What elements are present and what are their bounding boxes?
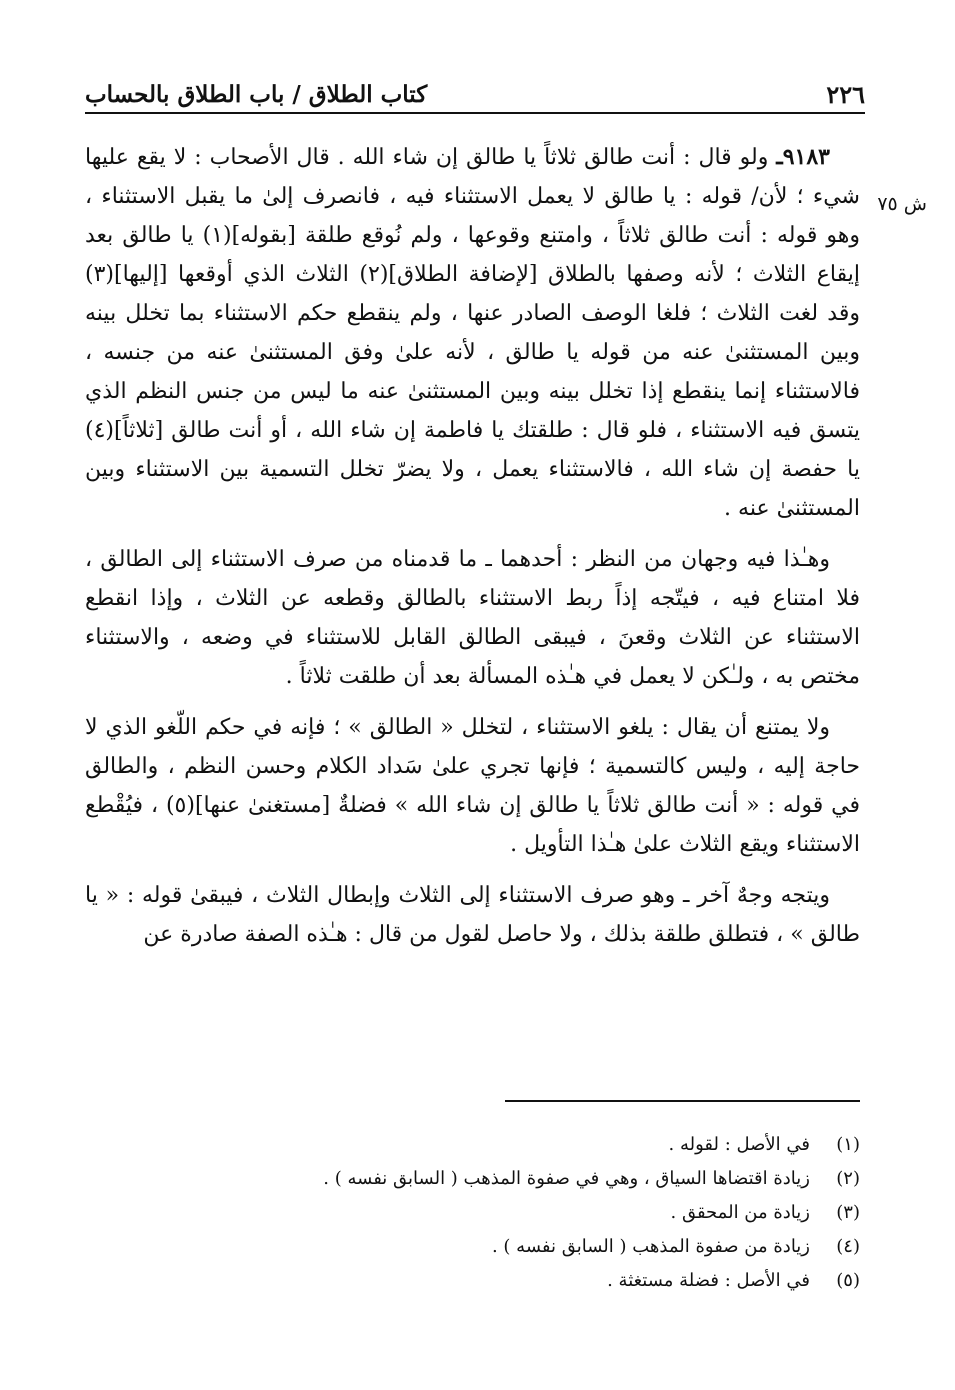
footnote-1 (85, 1128, 860, 1162)
footnote-number: (٣) (836, 1202, 860, 1223)
paragraph-1-text: ولو قال : أنت طالق ثلاثاً يا طالق إن شاء الله . قال الأصحاب : لا يقع عليها شيء ؛ لأن/ قوله : يا طالق لا يعمل الاستثناء فيه ، فانصرف إلىٰ ما يقبل الاستثناء ، وهو قوله : أنت طالق ثلاثاً ، وامتنع وقوعها ، ولم نُوقع طلقة [بقوله](١) يا طالق بعد إيقاع الثلاث ؛ لأنه وصفها بالطلاق [لإضافة الطلاق](٢) الثلاث الذي أوقعها [إليها](٣) وقد لغت الثلاث ؛ فلغا الوصف الصادر عنها ، ولم ينقطع حكم الاستثناء بما تخلل بينه وبين المستثنىٰ عنه من قوله يا طالق ، لأنه علىٰ وفق المستثنىٰ عنه من جنسه ، فالاستثناء إنما ينقطع إذا تخلل بينه وبين المستثنىٰ عنه ما ليس من جنس النظم الذي يتسق فيه الاستثناء ، فلو قال : طلقتك يا فاطمة إن شاء الله ، أو أنت طالق [ثلاثاً](٤) يا حفصة إن شاء الله ، فالاستثناء يعمل ، ولا يضرّ تخلل التسمية بين الاستثناء وبين المستثنىٰ عنه . (85, 145, 861, 521)
header-title: كتاب الطلاق / باب الطلاق بالحساب (85, 81, 428, 108)
footnote-text: في الأصل : فضلة مستغثة . (607, 1270, 810, 1291)
main-text (85, 138, 860, 966)
running-header (85, 72, 865, 114)
footnote-number: (٢) (836, 1168, 860, 1189)
footnote-5 (85, 1264, 860, 1298)
paragraph-3: ولا يمتنع أن يقال : يلغو الاستثناء ، لتخلل « الطالق » ؛ فإنه في حكم اللّغو الذي لا حاجة إليه ، وليس كالتسمية ؛ فإنها تجري علىٰ سَداد الكلام وحسن النظم ، والطالق في قوله : « أنت طالق ثلاثاً يا طالق إن شاء الله » فضلةٌ [مستغنىٰ عنها](٥) ، فيُقْطع الاستثناء ويقع الثلاث علىٰ هـٰذا التأويل . (85, 715, 860, 857)
issue-number: ٩١٨٣ـ (776, 144, 830, 170)
paragraph-1 (85, 138, 860, 528)
footnote-number: (١) (836, 1134, 860, 1155)
page-number: ٢٢٦ (826, 80, 865, 109)
footnote-text: زيادة من المحقق . (670, 1202, 810, 1223)
footnote-number: (٤) (836, 1236, 860, 1257)
margin-note: ش ٧٥ (877, 193, 927, 215)
footnote-separator (505, 1100, 860, 1102)
footnote-text: زيادة من صفوة المذهب ( السابق نفسه ) . (491, 1236, 810, 1257)
footnote-4 (85, 1230, 860, 1264)
footnote-2 (85, 1162, 860, 1196)
footnote-text: زيادة اقتضاها السياق ، وهي في صفوة المذهب ( السابق نفسه ) . (323, 1168, 810, 1189)
footnote-number: (٥) (836, 1270, 860, 1291)
paragraph-4: ويتجه وجهٌ آخر ـ وهو صرف الاستثناء إلى الثلاث وإبطال الثلاث ، فيبقىٰ قوله : « يا طالق » ، فتطلق طلقة بذلك ، ولا حاصل لقول من قال : هـٰذه الصفة صادرة عن (85, 883, 860, 947)
footnote-text: في الأصل : لقوله . (668, 1134, 810, 1155)
footnote-3 (85, 1196, 860, 1230)
paragraph-2: وهـٰذا فيه وجهان من النظر : أحدهما ـ ما قدمناه من صرف الاستثناء إلى الطالق ، فلا امتناع فيه ، فيتّجه إذاً ربط الاستثناء بالطالق وقطعه عن الثلاث ، وإذا انقطع الاستثناء عن الثلاث وقعنَ ، فيبقى الطالق القابل للاستثناء في وضعه ، والاستثناء مختص به ، ولـٰكن لا يعمل في هـٰذه المسألة بعد أن طلقت ثلاثاً . (85, 547, 860, 689)
footnotes (85, 1128, 860, 1298)
